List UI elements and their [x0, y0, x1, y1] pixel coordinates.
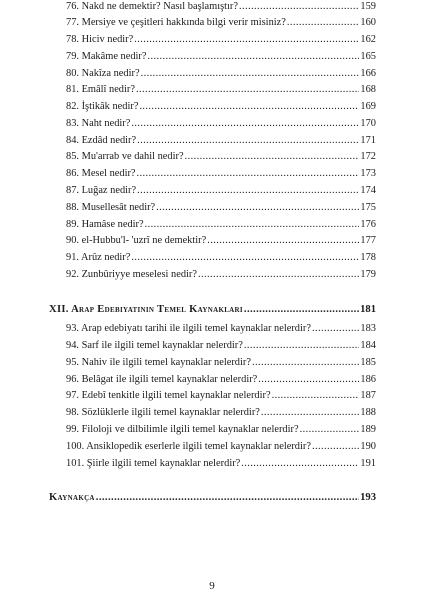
leader-dots	[300, 423, 360, 436]
toc-entry-title: 81. Emâlî nedir?	[66, 84, 135, 95]
toc-entry-title: 78. Hiciv nedir?	[66, 34, 134, 45]
toc-entry-title: 90. el-Hubbu'l- 'uzrî ne demektir?	[66, 235, 207, 246]
toc-entry-title: 100. Ansiklopedik eserlerle ilgili temel kaynaklar nelerdir?	[66, 441, 311, 452]
toc-entry-page: 188	[360, 407, 376, 418]
toc-entry-page: 169	[360, 101, 376, 112]
toc-entry	[66, 406, 376, 419]
toc-entry-page: 187	[360, 390, 376, 401]
toc-entry-page: 176	[360, 219, 376, 230]
toc-entry-title: 98. Sözlüklerle ilgili temel kaynaklar nelerdir?	[66, 407, 260, 418]
toc-entry	[66, 440, 376, 453]
toc-entry-page: 177	[360, 235, 376, 246]
toc-entry-title: 85. Mu'arrab ve dahil nedir?	[66, 151, 184, 162]
leader-dots	[141, 67, 360, 80]
toc-entry	[66, 218, 376, 231]
toc-entry	[66, 201, 376, 214]
leader-dots	[137, 167, 360, 180]
leader-dots	[312, 440, 359, 453]
toc-entry-page: 179	[360, 269, 376, 280]
toc-bibliography	[49, 491, 376, 504]
leader-dots	[258, 373, 359, 386]
toc-entry-title: 95. Nahiv ile ilgili temel kaynaklar nelerdir?	[66, 357, 251, 368]
toc-entry	[66, 83, 376, 96]
toc-entry-page: 185	[360, 357, 376, 368]
toc-entry-page: 172	[360, 151, 376, 162]
toc-entry	[66, 373, 376, 386]
leader-dots	[312, 322, 359, 335]
toc-entry	[66, 268, 376, 281]
toc-entry-page: 165	[360, 51, 376, 62]
section-page: 181	[360, 304, 376, 315]
leader-dots	[185, 150, 360, 163]
leader-dots	[134, 33, 359, 46]
toc-entry	[66, 0, 376, 13]
toc-entry-page: 190	[360, 441, 376, 452]
toc-entry	[66, 457, 376, 470]
toc-entry-page: 173	[360, 168, 376, 179]
toc-entry-page: 175	[360, 202, 376, 213]
leader-dots	[96, 491, 359, 504]
toc-entry	[66, 184, 376, 197]
toc-entry-title: 80. Nakîza nedir?	[66, 68, 140, 79]
toc-entry-title: 93. Arap edebiyatı tarihi ile ilgili temel kaynaklar nelerdir?	[66, 323, 311, 334]
toc-entry	[66, 50, 376, 63]
toc-entry-page: 168	[360, 84, 376, 95]
toc-entry-title: 92. Zunbûriyye meselesi nedir?	[66, 269, 197, 280]
toc-entry	[66, 356, 376, 369]
toc-entry-title: 82. İştikâk nedir?	[66, 101, 139, 112]
toc-entry	[66, 234, 376, 247]
toc-entry-title: 79. Makâme nedir?	[66, 51, 147, 62]
leader-dots	[287, 16, 360, 29]
leader-dots	[156, 201, 359, 214]
toc-entry	[66, 67, 376, 80]
leader-dots	[136, 83, 359, 96]
toc-entry-title: 84. Ezdâd nedir?	[66, 135, 137, 146]
leader-dots	[137, 134, 359, 147]
toc-section-heading	[49, 303, 376, 316]
leader-dots	[272, 389, 360, 402]
toc-entry-page: 174	[360, 185, 376, 196]
toc-entry	[66, 16, 376, 29]
toc-entry-title: 97. Edebî tenkitle ilgili temel kaynaklar nelerdir?	[66, 390, 271, 401]
toc-entry-title: 89. Hamâse nedir?	[66, 219, 144, 230]
toc-entry-page: 183	[360, 323, 376, 334]
leader-dots	[241, 457, 359, 470]
toc-entry	[66, 100, 376, 113]
toc-entry	[66, 117, 376, 130]
toc-entry-page: 189	[360, 424, 376, 435]
toc-entry-title: 83. Naht nedir?	[66, 118, 131, 129]
bibliography-page: 193	[360, 492, 376, 503]
toc-entry	[66, 251, 376, 264]
leader-dots	[244, 303, 359, 316]
toc-entry-page: 166	[360, 68, 376, 79]
bibliography-title: Kaynakça	[49, 492, 95, 503]
leader-dots	[148, 50, 360, 63]
toc-entry	[66, 339, 376, 352]
toc-entry-page: 170	[360, 118, 376, 129]
section-title: XII. Arap Edebiyatının Temel Kaynakları	[49, 304, 243, 315]
leader-dots	[145, 218, 360, 231]
toc-entry-title: 91. Arûz nedir?	[66, 252, 131, 263]
toc-entry	[66, 167, 376, 180]
toc-entry	[66, 134, 376, 147]
leader-dots	[131, 251, 359, 264]
toc-entry-page: 184	[360, 340, 376, 351]
toc-entry-title: 87. Luğaz nedir?	[66, 185, 137, 196]
leader-dots	[252, 356, 359, 369]
toc-entry	[66, 389, 376, 402]
leader-dots	[239, 0, 359, 13]
toc-entry	[66, 150, 376, 163]
toc-entry	[66, 322, 376, 335]
toc-entry-page: 159	[360, 1, 376, 12]
toc-entry-page: 191	[360, 458, 376, 469]
leader-dots	[139, 100, 359, 113]
toc-entry-title: 77. Mersiye ve çeşitleri hakkında bilgi verir misiniz?	[66, 17, 286, 28]
toc-entry	[66, 33, 376, 46]
toc-entry-title: 76. Nakd ne demektir? Nasıl başlamıştır?	[66, 1, 238, 12]
toc-entry-page: 178	[360, 252, 376, 263]
page-number: 9	[209, 580, 215, 592]
toc-entry-page: 160	[360, 17, 376, 28]
leader-dots	[244, 339, 360, 352]
toc-entry	[66, 423, 376, 436]
toc-entry-page: 186	[360, 374, 376, 385]
toc-entry-page: 171	[360, 135, 376, 146]
leader-dots	[261, 406, 360, 419]
toc-entry-title: 88. Musellesât nedir?	[66, 202, 156, 213]
toc-entry-title: 99. Filoloji ve dilbilimle ilgili temel kaynaklar nelerdir?	[66, 424, 299, 435]
leader-dots	[207, 234, 359, 247]
toc-entry-title: 101. Şiirle ilgili temel kaynaklar nelerdir?	[66, 458, 241, 469]
toc-entry-page: 162	[360, 34, 376, 45]
toc-entry-title: 86. Mesel nedir?	[66, 168, 136, 179]
leader-dots	[137, 184, 359, 197]
leader-dots	[131, 117, 359, 130]
leader-dots	[198, 268, 359, 281]
toc-entry-title: 96. Belâgat ile ilgili temel kaynaklar nelerdir?	[66, 374, 258, 385]
toc-entry-title: 94. Sarf ile ilgili temel kaynaklar nelerdir?	[66, 340, 243, 351]
